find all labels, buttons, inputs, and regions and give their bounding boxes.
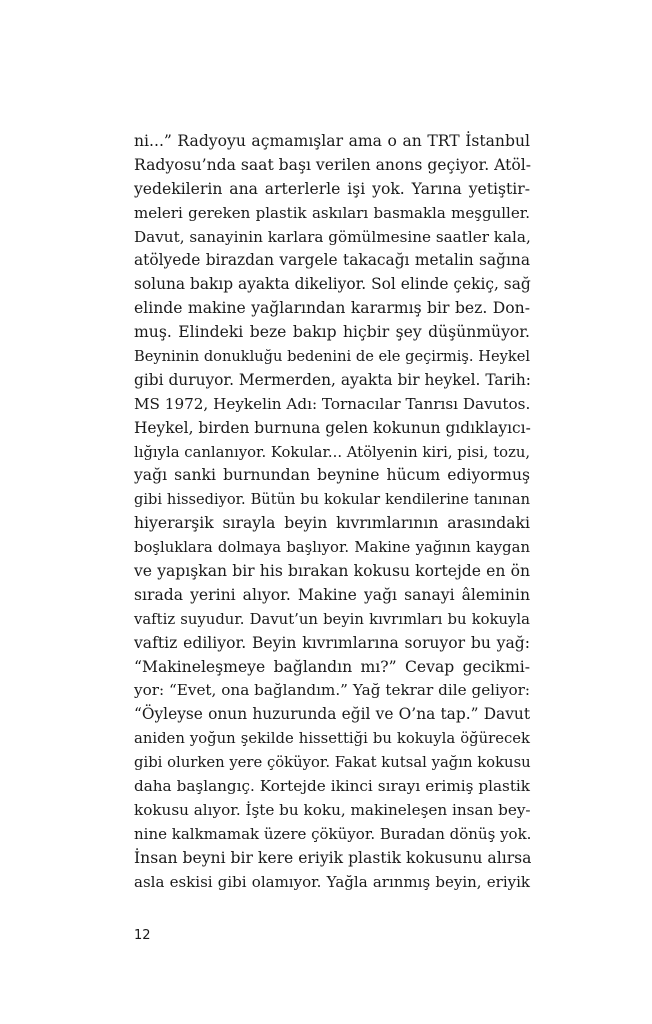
text-line: aniden yoğun şekilde hissettiği bu kokuyla öğürecek [134,730,530,748]
text-line: “Öyleyse onun huzurunda eğil ve O’na tap.” Davut [134,705,530,724]
text-line: nine kalkmamak üzere çöküyor. Buradan dönüş yok. [134,824,532,843]
text-line: daha başlangıç. Kortejde ikinci sırayı erimiş plastik [134,777,530,796]
text-line: yor: “Evet, ona bağlandım.” Yağ tekrar dile geliyor: [134,681,530,700]
text-line: asla eskisi gibi olamıyor. Yağla arınmış beyin, eriyik [134,872,530,891]
text-line: Davut, sanayinin karlara gömülmesine saatler kala, [134,227,531,246]
text-line: vaftiz suyudur. Davut’un beyin kıvrımları bu kokuyla [134,610,530,628]
text-line: meleri gereken plastik askıları basmakla meşguller. [134,203,530,222]
text-line: gibi hissediyor. Bütün bu kokular kendilerine tanınan [134,491,530,509]
text-line: sırada yerini alıyor. Makine yağı sanayi âleminin [134,585,530,604]
text-line: Heykel, birden burnuna gelen kokunun gıdıklayıcı- [134,418,531,437]
text-line: ni...” Radyoyu açmamışlar ama o an TRT İstanbul [134,132,530,150]
text-line: gibi duruyor. Mermerden, ayakta bir heykel. Tarih: [134,370,531,389]
text-line: ve yapışkan bir his bırakan kokusu kortejde en ön [134,562,530,581]
text-line: yedekilerin ana arterlerle işi yok. Yarına yetiştir- [134,179,530,198]
text-line: elinde makine yağlarından kararmış bir bez. Don- [134,299,530,318]
text-line: kokusu alıyor. İşte bu koku, makineleşen insan bey- [134,800,531,819]
text-line: atölyede birazdan vargele takacağı metalin sağına [134,251,530,270]
text-line: soluna bakıp ayakta dikeliyor. Sol elinde çekiç, sağ [134,275,531,294]
text-line: Beyninin donukluğu bedenini de ele geçirmiş. Heykel [134,348,530,366]
text-line: vaftiz ediliyor. Beyin kıvrımlarına soruyor bu yağ: [134,633,530,652]
text-line: İnsan beyni bir kere eriyik plastik kokusunu alırsa [134,848,532,867]
text-line: MS 1972, Heykelin Adı: Tornacılar Tanrısı Davutos. [134,394,531,413]
body-text [134,130,530,895]
text-line: Radyosu’nda saat başı verilen anons geçiyor. Atöl- [134,155,532,174]
page-number: 12 [134,928,151,943]
text-line: lığıyla canlanıyor. Kokular... Atölyenin kiri, pisi, tozu, [134,443,531,461]
text-line: “Makineleşmeye bağlandın mı?” Cevap gecikmi- [134,657,530,676]
text-line: hiyerarşik sırayla beyin kıvrımlarının arasındaki [134,514,530,533]
text-line: yağı sanki burnundan beynine hücum ediyormuş [134,466,530,485]
text-line: gibi olurken yere çöküyor. Fakat kutsal yağın kokusu [134,754,531,772]
text-line: boşluklara dolmaya başlıyor. Makine yağının kaygan [134,539,530,557]
text-line: muş. Elindeki beze bakıp hiçbir şey düşünmüyor. [134,323,530,342]
